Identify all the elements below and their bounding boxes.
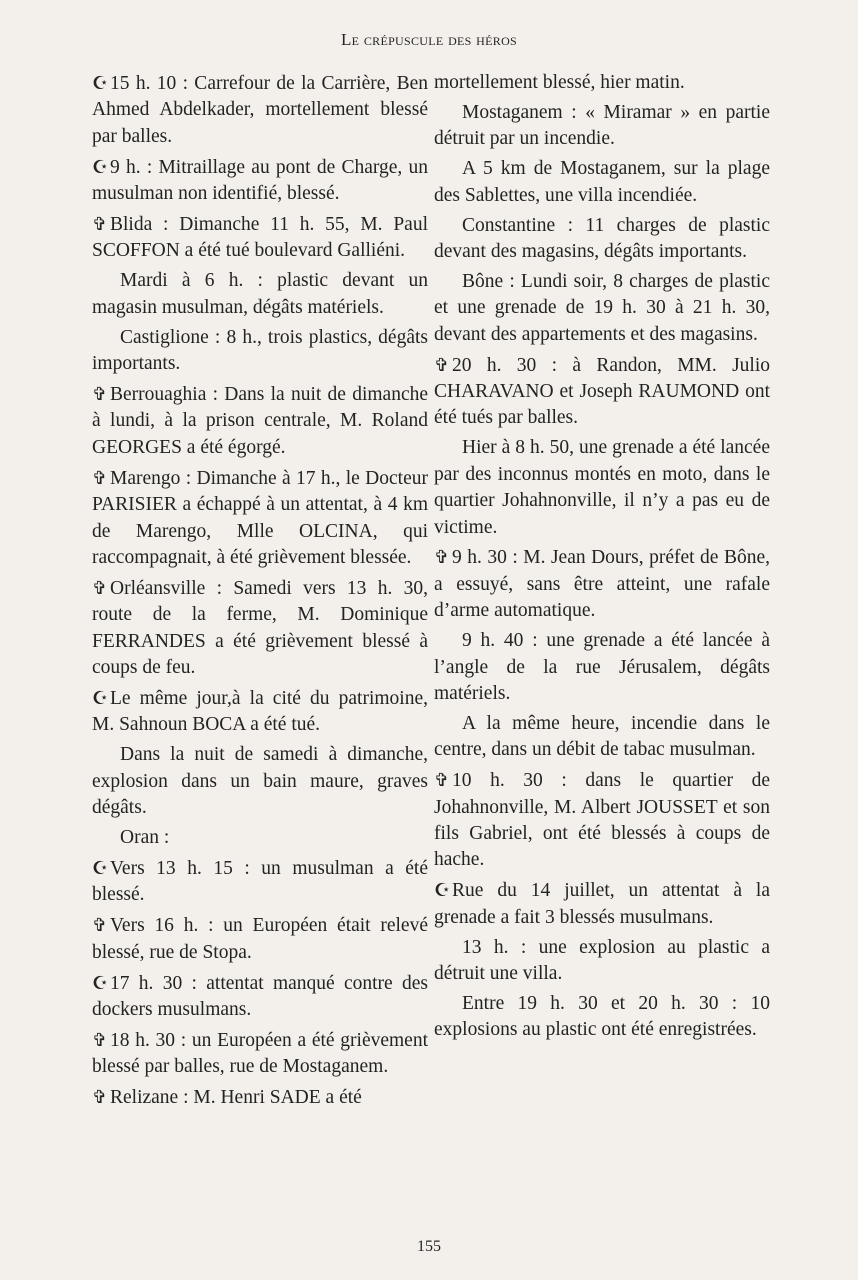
- entry-paragraph: [92, 154, 428, 208]
- entry-paragraph: [434, 877, 770, 931]
- entry-text: 20 h. 30 : à Randon, MM. Julio CHARAVANO et Joseph RAUMOND ont été tués par balles.: [434, 354, 770, 429]
- crescent-icon: ☪: [92, 687, 109, 708]
- entry-paragraph: [434, 435, 770, 541]
- cross-icon: ✞: [92, 1029, 108, 1050]
- left-column: [92, 70, 428, 1115]
- entry-text: Mostaganem : « Miramar » en partie détruit par un incendie.: [434, 101, 770, 150]
- entry-text: Berrouaghia : Dans la nuit de dimanche à lundi, à la prison centrale, M. Roland GEORGES a été égorgé.: [92, 383, 428, 458]
- cross-icon: ✞: [434, 770, 450, 791]
- crescent-icon: ☪: [92, 73, 109, 93]
- cross-icon: ✞: [92, 383, 108, 404]
- entry-paragraph: [434, 628, 770, 707]
- entry-text: 9 h. 30 : M. Jean Dours, préfet de Bône, a essuyé, sans être atteint, une rafale d’arme automatique.: [434, 547, 770, 622]
- crescent-icon: ☪: [92, 857, 109, 878]
- entry-paragraph: [92, 825, 428, 851]
- entry-paragraph: [92, 912, 428, 966]
- entry-text: Entre 19 h. 30 et 20 h. 30 : 10 explosions au plastic ont été enregistrées.: [434, 992, 770, 1041]
- entry-text: Constantine : 11 charges de plastic devant des magasins, dégâts importants.: [434, 214, 770, 262]
- entry-paragraph: [434, 711, 770, 764]
- entry-text: Blida : Dimanche 11 h. 55, M. Paul SCOFFON a été tué boulevard Galliéni.: [92, 214, 428, 262]
- crescent-icon: ☪: [92, 972, 109, 993]
- cross-icon: ✞: [92, 915, 108, 936]
- cross-icon: ✞: [434, 354, 450, 375]
- crescent-icon: ☪: [92, 156, 109, 177]
- entry-text: A 5 km de Mostaganem, sur la plage des Sablettes, une villa incendiée.: [434, 158, 770, 206]
- entry-paragraph: [434, 70, 770, 96]
- entry-paragraph: [92, 268, 428, 321]
- entry-text: Le même jour,à la cité du patrimoine, M. Sahnoun BOCA a été tué.: [92, 687, 428, 736]
- entry-text: Oran :: [120, 826, 170, 848]
- entry-text: Marengo : Dimanche à 17 h., le Docteur PARISIER a échappé à un attentat, à 4 km de Marengo, Mlle OLCINA, qui raccompagnait, à été grièvement blessée.: [92, 467, 428, 568]
- entry-text: Vers 16 h. : un Européen était relevé blessé, rue de Stopa.: [92, 915, 428, 963]
- entry-text: 9 h. : Mitraillage au pont de Charge, un musulman non identifié, blessé.: [92, 156, 428, 205]
- entry-paragraph: [434, 352, 770, 432]
- entry-paragraph: [92, 211, 428, 265]
- entry-paragraph: [92, 685, 428, 739]
- entry-paragraph: [92, 575, 428, 682]
- entry-paragraph: [434, 269, 770, 348]
- entry-text: 18 h. 30 : un Européen a été grièvement blessé par balles, rue de Mostaganem.: [92, 1029, 428, 1078]
- entry-text: Bône : Lundi soir, 8 charges de plastic et une grenade de 19 h. 30 à 21 h. 30, devant des appartements et des magasins.: [434, 270, 770, 345]
- cross-icon: ✞: [92, 467, 108, 488]
- entry-text: Hier à 8 h. 50, une grenade a été lancée par des inconnus montés en moto, dans le quartier Johahnonville, il n’y a pas eu de victime.: [434, 437, 770, 538]
- entry-paragraph: [92, 325, 428, 378]
- entry-paragraph: [92, 742, 428, 821]
- entry-text: Orléansville : Samedi vers 13 h. 30, route de la ferme, M. Dominique FERRANDES a été grièvement blessé à coups de feu.: [92, 577, 428, 679]
- entry-paragraph: [92, 970, 428, 1024]
- entry-text: Vers 13 h. 15 : un musulman a été blessé.: [92, 857, 428, 906]
- entry-paragraph: [92, 855, 428, 909]
- entry-paragraph: [92, 1027, 428, 1081]
- entry-text: Rue du 14 juillet, un attentat à la grenade a fait 3 blessés musulmans.: [434, 880, 770, 928]
- entry-paragraph: [92, 381, 428, 461]
- entry-text: 9 h. 40 : une grenade a été lancée à l’angle de la rue Jérusalem, dégâts matériels.: [434, 630, 770, 704]
- crescent-icon: ☪: [434, 880, 451, 901]
- entry-paragraph: [92, 1084, 428, 1111]
- entry-text: Relizane : M. Henri SADE a été: [110, 1087, 362, 1109]
- entry-paragraph: [434, 100, 770, 153]
- entry-paragraph: [434, 935, 770, 988]
- entry-text: Mardi à 6 h. : plastic devant un magasin musulman, dégâts matériels.: [92, 270, 428, 318]
- entry-paragraph: [434, 767, 770, 874]
- page-number: 155: [417, 1238, 441, 1255]
- cross-icon: ✞: [434, 547, 450, 568]
- entry-paragraph: [434, 991, 770, 1044]
- running-header: Le crépuscule des héros: [340, 30, 518, 49]
- entry-text: 10 h. 30 : dans le quartier de Johahnonville, M. Albert JOUSSET et son fils Gabriel, ont été blessés à coups de hache.: [434, 770, 770, 871]
- cross-icon: ✞: [92, 214, 108, 235]
- entry-text: 17 h. 30 : attentat manqué contre des dockers musulmans.: [92, 972, 428, 1020]
- entry-paragraph: [434, 156, 770, 209]
- entry-text: Dans la nuit de samedi à dimanche, explosion dans un bain maure, graves dégâts.: [92, 744, 428, 819]
- cross-icon: ✞: [92, 577, 108, 598]
- entry-paragraph: [92, 465, 428, 572]
- entry-paragraph: [434, 544, 770, 624]
- entry-text: 13 h. : une explosion au plastic a détruit une villa.: [434, 936, 770, 984]
- entry-text: A la même heure, incendie dans le centre, dans un débit de tabac musulman.: [434, 712, 770, 761]
- right-column: [434, 70, 770, 1047]
- entry-paragraph: [434, 213, 770, 266]
- entry-text: 15 h. 10 : Carrefour de la Carrière, Ben Ahmed Abdelkader, mortellement blessé par balles.: [92, 73, 428, 147]
- entry-paragraph: [92, 70, 428, 150]
- entry-text: Castiglione : 8 h., trois plastics, dégâts importants.: [92, 326, 428, 375]
- cross-icon: ✞: [92, 1087, 108, 1108]
- entry-text: mortellement blessé, hier matin.: [434, 72, 685, 93]
